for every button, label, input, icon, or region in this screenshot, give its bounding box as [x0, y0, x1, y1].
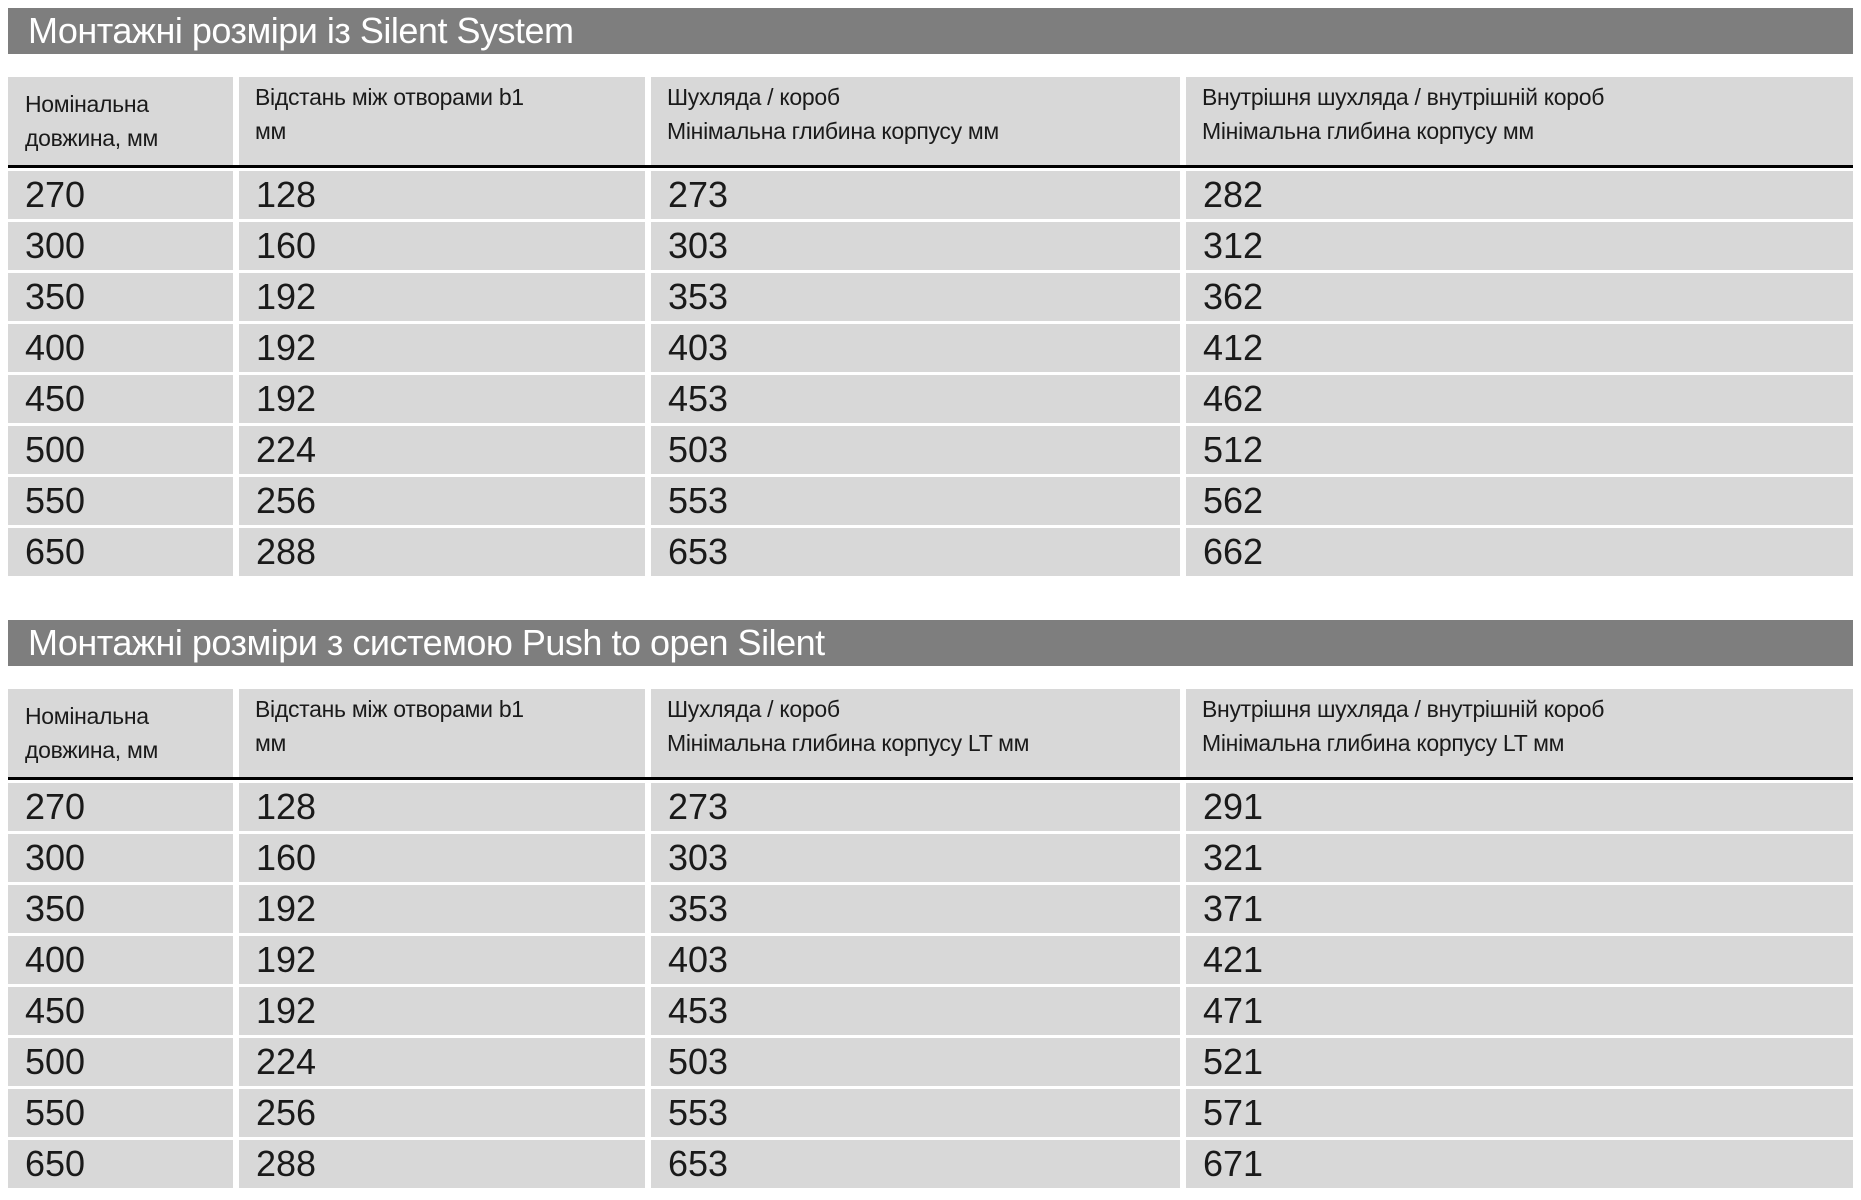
header-line: Мінімальна глибина корпусу LT мм	[667, 730, 1030, 756]
cell-nominal-length: 350	[8, 273, 233, 321]
cell-hole-distance: 192	[239, 324, 645, 372]
table-body	[8, 783, 1853, 1188]
header-line: Мінімальна глибина корпусу LT мм	[1202, 730, 1565, 756]
cell-inner-drawer-depth: 562	[1186, 477, 1853, 525]
cell-inner-drawer-depth: 462	[1186, 375, 1853, 423]
cell-hole-distance: 256	[239, 477, 645, 525]
cell-inner-drawer-depth: 571	[1186, 1089, 1853, 1137]
header-cell-nominal-length	[8, 77, 233, 165]
cell-drawer-depth: 353	[651, 885, 1180, 933]
cell-nominal-length: 350	[8, 885, 233, 933]
cell-hole-distance: 288	[239, 528, 645, 576]
silent-system-table-section	[8, 8, 1853, 576]
cell-hole-distance: 256	[239, 1089, 645, 1137]
cell-inner-drawer-depth: 371	[1186, 885, 1853, 933]
cell-nominal-length: 550	[8, 477, 233, 525]
cell-inner-drawer-depth: 421	[1186, 936, 1853, 984]
header-line: Мінімальна глибина корпусу мм	[667, 118, 999, 144]
header-cell-hole-distance	[239, 77, 645, 165]
header-cell-hole-distance	[239, 689, 645, 777]
cell-nominal-length: 650	[8, 528, 233, 576]
table-title: Монтажні розміри із Silent System	[28, 10, 574, 51]
header-cell-inner-drawer-depth	[1186, 689, 1853, 777]
cell-nominal-length: 400	[8, 324, 233, 372]
cell-inner-drawer-depth: 662	[1186, 528, 1853, 576]
header-line: Відстань між отворами b1	[255, 696, 524, 722]
cell-drawer-depth: 403	[651, 936, 1180, 984]
cell-nominal-length: 270	[8, 783, 233, 831]
cell-nominal-length: 450	[8, 987, 233, 1035]
cell-hole-distance: 128	[239, 783, 645, 831]
header-line: мм	[255, 730, 287, 756]
cell-hole-distance: 128	[239, 171, 645, 219]
cell-hole-distance: 192	[239, 375, 645, 423]
push-to-open-silent-table-section	[8, 620, 1853, 1188]
table-title-bar	[8, 620, 1853, 666]
cell-inner-drawer-depth: 521	[1186, 1038, 1853, 1086]
cell-hole-distance: 288	[239, 1140, 645, 1188]
header-cell-inner-drawer-depth	[1186, 77, 1853, 165]
cell-inner-drawer-depth: 512	[1186, 426, 1853, 474]
cell-drawer-depth: 273	[651, 783, 1180, 831]
cell-drawer-depth: 503	[651, 1038, 1180, 1086]
cell-hole-distance: 192	[239, 936, 645, 984]
header-line: Мінімальна глибина корпусу мм	[1202, 118, 1534, 144]
header-line: Відстань між отворами b1	[255, 84, 524, 110]
cell-drawer-depth: 403	[651, 324, 1180, 372]
cell-nominal-length: 270	[8, 171, 233, 219]
cell-nominal-length: 500	[8, 426, 233, 474]
table-header-row	[8, 77, 1853, 168]
cell-drawer-depth: 273	[651, 171, 1180, 219]
header-cell-drawer-depth	[651, 77, 1180, 165]
cell-inner-drawer-depth: 412	[1186, 324, 1853, 372]
cell-inner-drawer-depth: 471	[1186, 987, 1853, 1035]
cell-inner-drawer-depth: 282	[1186, 171, 1853, 219]
cell-hole-distance: 160	[239, 222, 645, 270]
cell-drawer-depth: 553	[651, 1089, 1180, 1137]
cell-inner-drawer-depth: 321	[1186, 834, 1853, 882]
cell-inner-drawer-depth: 312	[1186, 222, 1853, 270]
cell-nominal-length: 500	[8, 1038, 233, 1086]
header-line: Внутрішня шухляда / внутрішній короб	[1202, 696, 1605, 722]
cell-inner-drawer-depth: 291	[1186, 783, 1853, 831]
cell-drawer-depth: 503	[651, 426, 1180, 474]
cell-drawer-depth: 553	[651, 477, 1180, 525]
cell-inner-drawer-depth: 671	[1186, 1140, 1853, 1188]
cell-nominal-length: 300	[8, 834, 233, 882]
header-line: Внутрішня шухляда / внутрішній короб	[1202, 84, 1605, 110]
cell-nominal-length: 400	[8, 936, 233, 984]
cell-hole-distance: 192	[239, 987, 645, 1035]
cell-drawer-depth: 653	[651, 1140, 1180, 1188]
header-cell-drawer-depth	[651, 689, 1180, 777]
cell-hole-distance: 192	[239, 273, 645, 321]
cell-nominal-length: 650	[8, 1140, 233, 1188]
header-line: Номінальна	[25, 703, 149, 729]
cell-drawer-depth: 353	[651, 273, 1180, 321]
cell-nominal-length: 300	[8, 222, 233, 270]
cell-inner-drawer-depth: 362	[1186, 273, 1853, 321]
table-title: Монтажні розміри з системою Push to open Silent	[28, 622, 825, 663]
table-title-bar	[8, 8, 1853, 54]
header-line: Номінальна	[25, 91, 149, 117]
header-line: довжина, мм	[25, 737, 159, 763]
cell-drawer-depth: 303	[651, 834, 1180, 882]
cell-hole-distance: 160	[239, 834, 645, 882]
header-line: Шухляда / короб	[667, 696, 840, 722]
cell-hole-distance: 192	[239, 885, 645, 933]
cell-nominal-length: 450	[8, 375, 233, 423]
cell-drawer-depth: 303	[651, 222, 1180, 270]
header-line: Шухляда / короб	[667, 84, 840, 110]
cell-drawer-depth: 653	[651, 528, 1180, 576]
cell-drawer-depth: 453	[651, 375, 1180, 423]
cell-nominal-length: 550	[8, 1089, 233, 1137]
header-cell-nominal-length	[8, 689, 233, 777]
header-line: довжина, мм	[25, 125, 159, 151]
cell-hole-distance: 224	[239, 426, 645, 474]
cell-hole-distance: 224	[239, 1038, 645, 1086]
table-body	[8, 171, 1853, 576]
table-header-row	[8, 689, 1853, 780]
cell-drawer-depth: 453	[651, 987, 1180, 1035]
header-line: мм	[255, 118, 287, 144]
